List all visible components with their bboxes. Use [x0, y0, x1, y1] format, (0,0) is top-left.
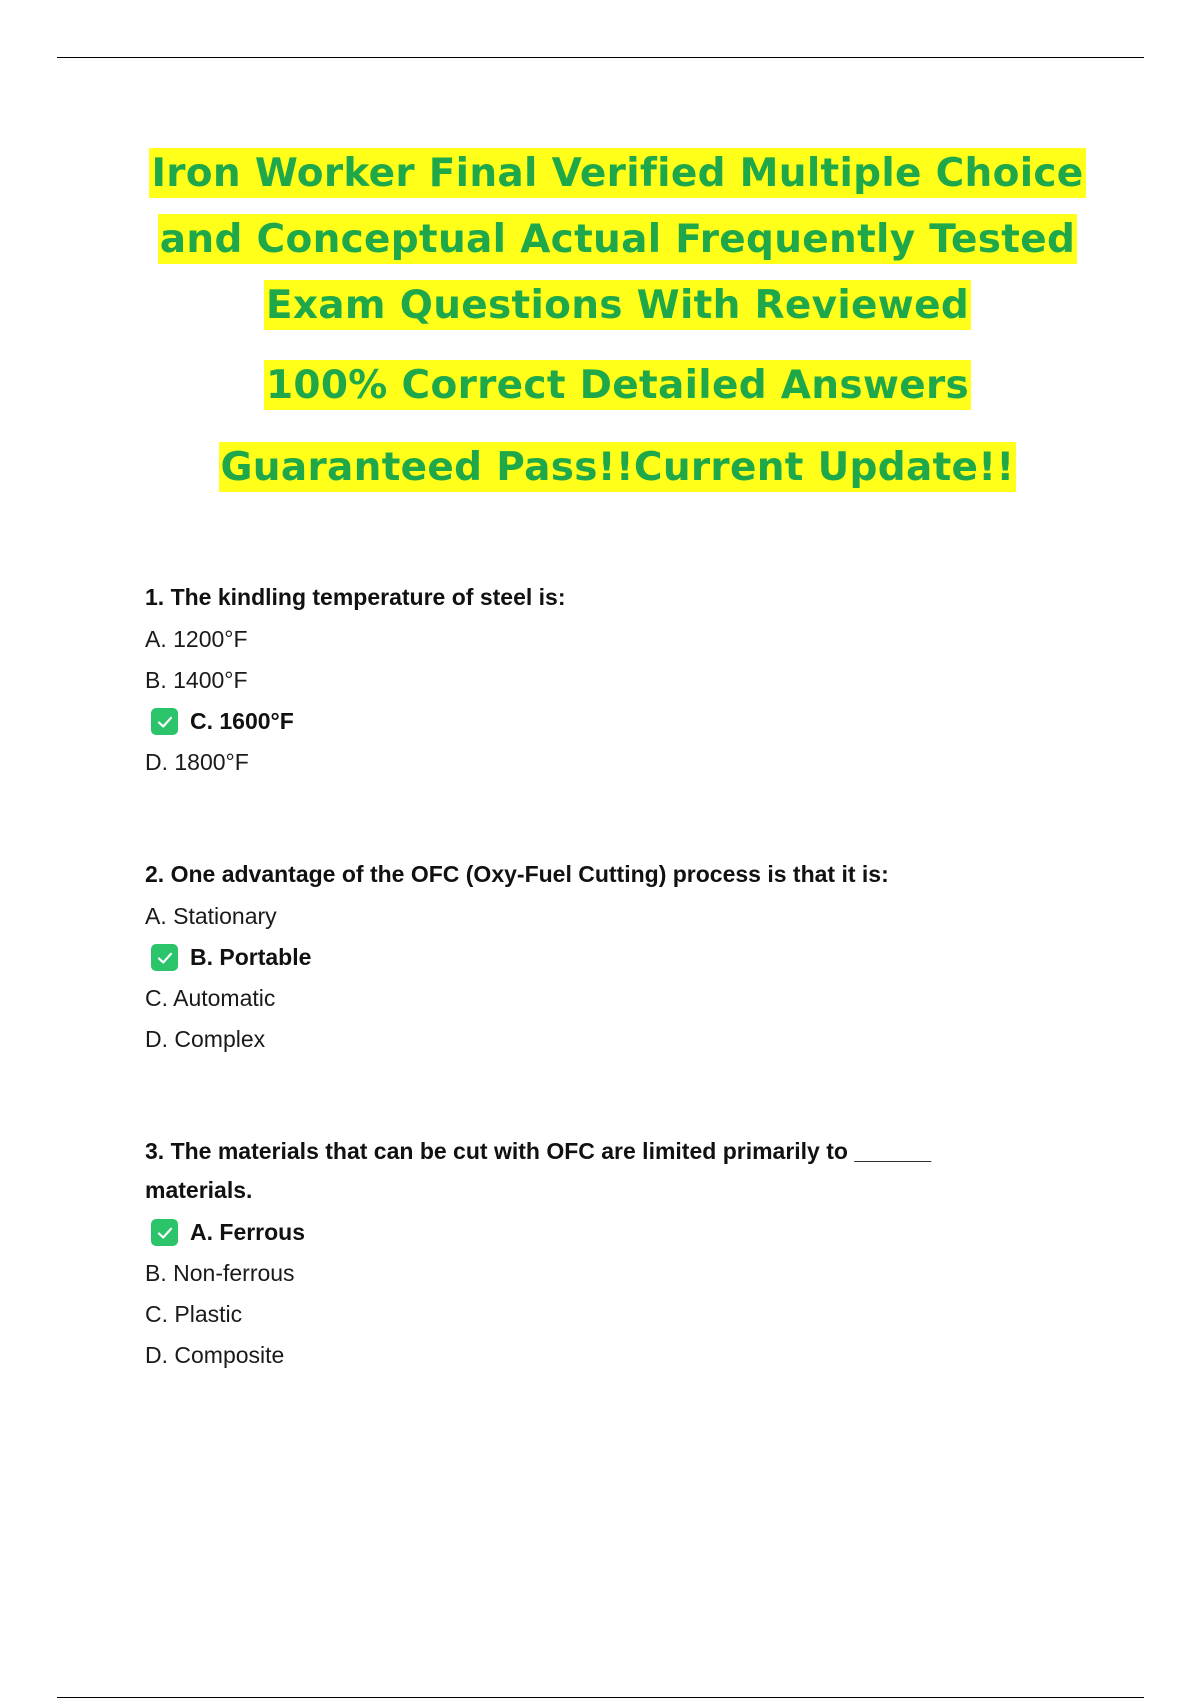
answer-option [145, 742, 1025, 783]
answer-option [145, 1253, 1025, 1294]
checkmark-icon [151, 1219, 178, 1246]
answer-option [145, 619, 1025, 660]
question-3 [145, 1132, 1025, 1376]
answer-option [145, 660, 1025, 701]
title-row [0, 442, 1200, 508]
title-line-3: Exam Questions With Reviewed [264, 280, 971, 330]
answer-option [145, 978, 1025, 1019]
title-line-1: Iron Worker Final Verified Multiple Choice [149, 148, 1085, 198]
option-label: B. 1400°F [145, 667, 248, 693]
answer-option [145, 1294, 1025, 1335]
option-label: D. 1800°F [145, 749, 249, 775]
checkmark-icon [151, 944, 178, 971]
title-line-4: 100% Correct Detailed Answers [264, 360, 971, 410]
option-label: C. 1600°F [190, 708, 294, 734]
correct-answer-option [145, 937, 1025, 978]
title-row [0, 214, 1200, 280]
option-label: D. Complex [145, 1026, 266, 1052]
question-text: 1. The kindling temperature of steel is: [145, 584, 566, 610]
option-label: A. 1200°F [145, 626, 248, 652]
option-label: A. Ferrous [190, 1219, 306, 1245]
option-label: D. Composite [145, 1342, 285, 1368]
option-label: B. Portable [190, 944, 312, 970]
answer-option [145, 896, 1025, 937]
question-1 [145, 578, 1025, 783]
answer-option [145, 1335, 1025, 1376]
question-text: 2. One advantage of the OFC (Oxy-Fuel Cutting) process is that it is: [145, 861, 889, 887]
checkmark-icon [151, 708, 178, 735]
option-label: B. Non-ferrous [145, 1260, 295, 1286]
answer-option [145, 1019, 1025, 1060]
title-line-2: and Conceptual Actual Frequently Tested [158, 214, 1077, 264]
question-text: 3. The materials that can be cut with OFC are limited primarily to ______ materials. [145, 1138, 932, 1203]
title-row [0, 360, 1200, 442]
document-title [0, 148, 1200, 508]
correct-answer-option [145, 1212, 1025, 1253]
option-label: A. Stationary [145, 903, 277, 929]
question-2 [145, 855, 1025, 1060]
option-label: C. Automatic [145, 985, 276, 1011]
top-divider [57, 57, 1144, 58]
bottom-divider [57, 1697, 1144, 1698]
correct-answer-option [145, 701, 1025, 742]
title-row [0, 148, 1200, 214]
option-label: C. Plastic [145, 1301, 243, 1327]
title-row [0, 280, 1200, 360]
title-line-5: Guaranteed Pass!!Current Update!! [219, 442, 1017, 492]
